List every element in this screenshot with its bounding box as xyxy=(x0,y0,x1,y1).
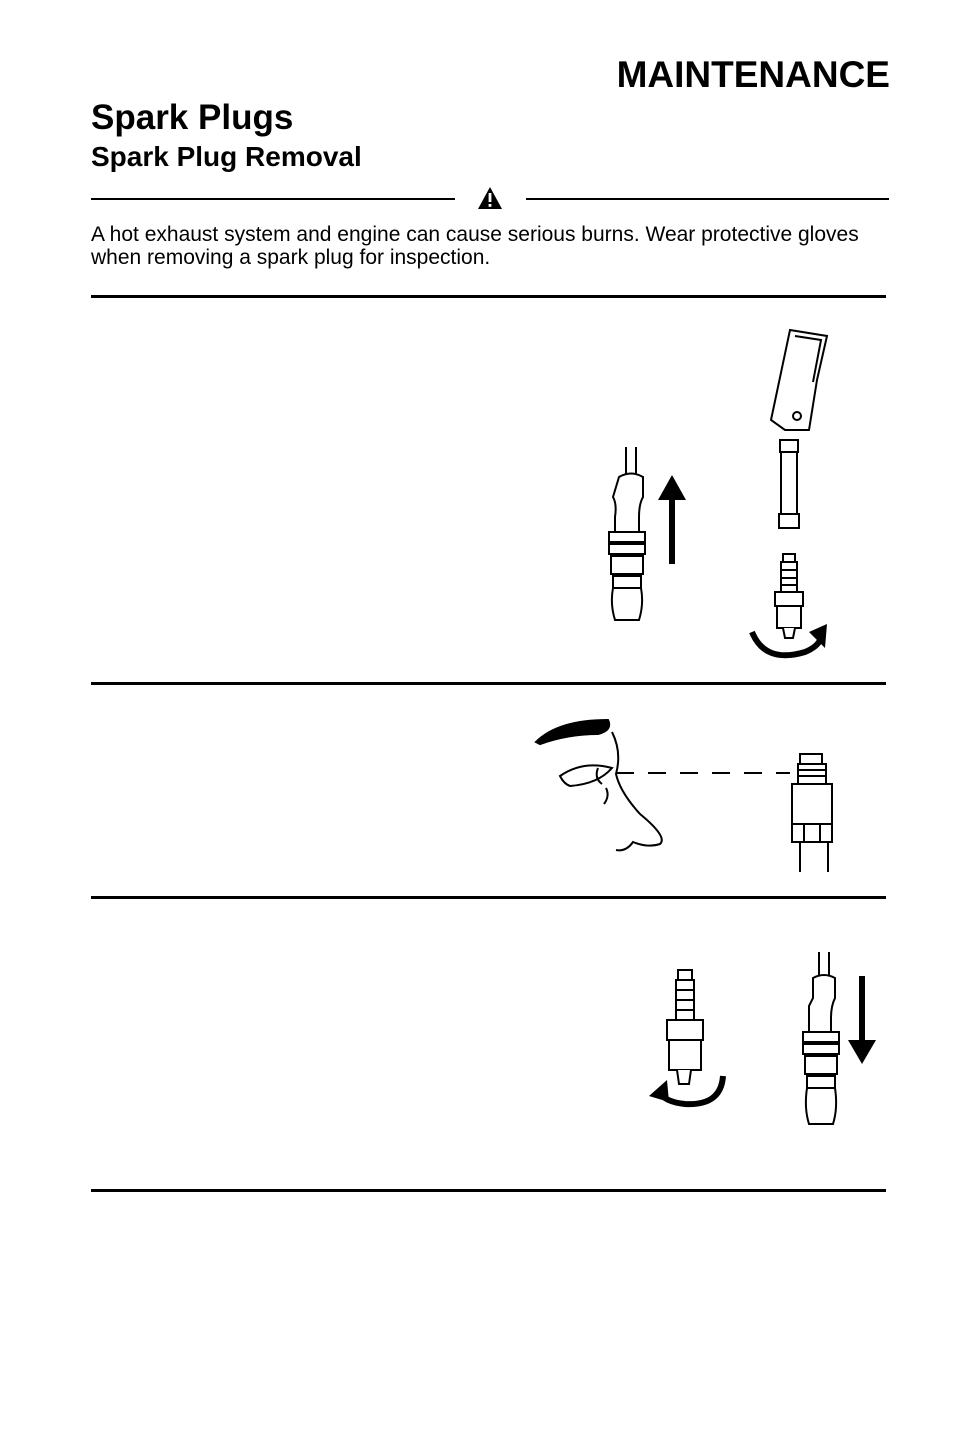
plug-wrench-icon xyxy=(771,330,827,528)
arrow-up-icon xyxy=(658,475,686,564)
warning-divider-right xyxy=(526,198,889,200)
warning-text: A hot exhaust system and engine can cause serious burns. Wear protective gloves when removing a spark plug for inspection. xyxy=(91,223,859,269)
page-title: Spark Plugs xyxy=(91,98,294,137)
spark-plug-cap-icon xyxy=(803,952,839,1124)
spark-plug-icon xyxy=(775,554,803,638)
section-header: MAINTENANCE xyxy=(616,54,890,95)
spark-plug-cap-icon xyxy=(609,447,645,620)
step-divider xyxy=(91,896,886,899)
illustration-reinstall-plug xyxy=(645,950,880,1130)
warning-triangle-icon xyxy=(477,186,503,210)
eye-profile-icon xyxy=(536,720,662,850)
illustration-remove-plug xyxy=(595,322,845,667)
step-divider xyxy=(91,295,886,298)
page-subtitle: Spark Plug Removal xyxy=(91,141,362,172)
spark-plug-icon xyxy=(792,754,832,872)
illustration-inspect-electrode xyxy=(528,712,848,877)
step-divider xyxy=(91,682,886,685)
spark-plug-icon xyxy=(667,970,703,1084)
warning-divider-left xyxy=(91,198,455,200)
arrow-down-icon xyxy=(848,976,876,1064)
step-divider xyxy=(91,1189,886,1192)
